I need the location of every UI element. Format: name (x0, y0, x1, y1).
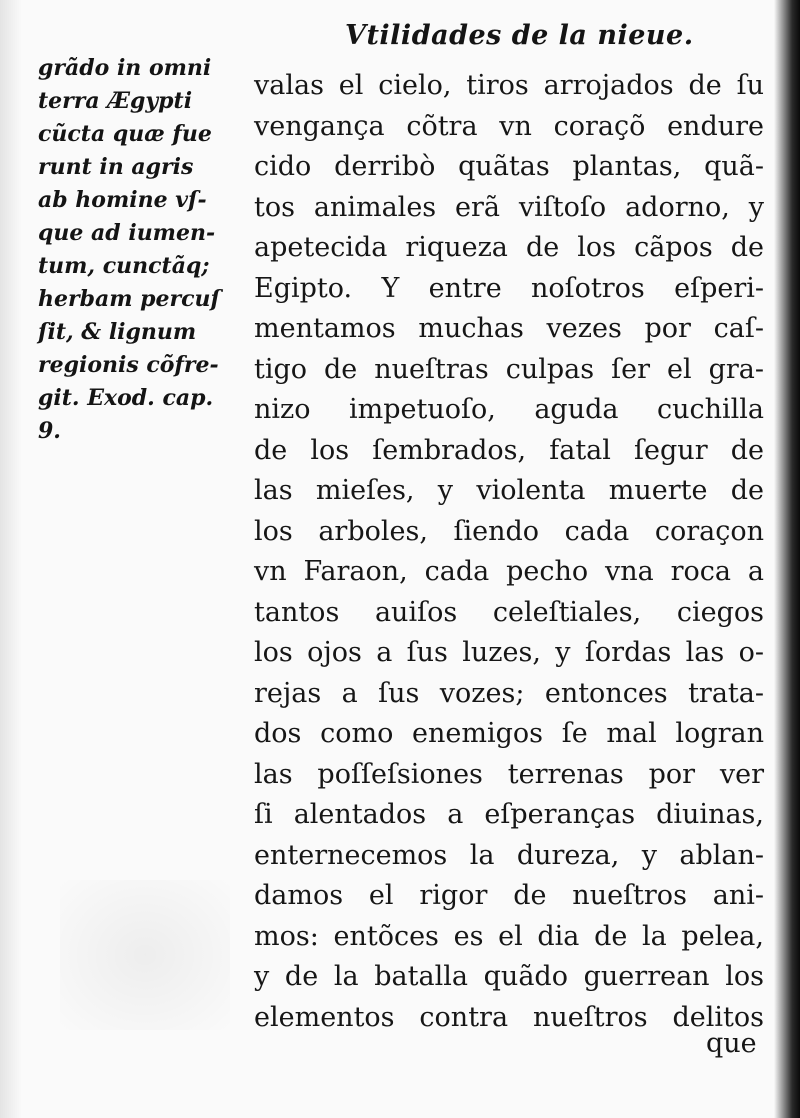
margin-note-line: terra Ægypti (38, 88, 193, 114)
margin-note-line: ſit, & lignum (38, 319, 197, 345)
body-line: las poſſeſsiones terrenas por ver (254, 758, 764, 790)
body-line: valas el cielo, tiros arrojados de ſu (254, 70, 764, 101)
margin-note (38, 52, 248, 448)
body-line: rejas a ſus vozes; entonces trata- (254, 677, 764, 709)
body-line: mos: entõces es el dia de la pelea, (254, 920, 764, 952)
bleed-through-smudge (60, 880, 230, 1030)
margin-note-line: que ad iumen- (38, 220, 216, 246)
catchword: que (706, 1028, 757, 1059)
margin-note-line: regionis cõfre- (38, 352, 219, 378)
margin-note-line: herbam percuſ (38, 286, 220, 312)
body-line: elementos contra nueſtros delitos (254, 1001, 764, 1033)
body-line: damos el rigor de nueſtros ani- (254, 880, 764, 911)
margin-note-line: 9. (38, 418, 61, 444)
margin-note-line: git. Exod. cap. (38, 385, 214, 411)
body-line: los ojos a ſus luzes, y ſordas las o- (254, 637, 764, 668)
body-line: Egipto. Y entre noſotros eſperi- (254, 272, 764, 304)
body-line: nizo impetuoſo, aguda cuchilla (254, 394, 764, 425)
margin-note-line: tum, cunctãq; (38, 253, 210, 279)
body-line: los arboles, ſiendo cada coraçon (254, 515, 764, 547)
running-head: Vtilidades de la nieue. (345, 20, 694, 51)
body-line: vengança cõtra vn coraçõ endure (254, 110, 764, 142)
body-line: las mieſes, y violenta muerte de (254, 475, 764, 506)
body-line: mentamos muchas vezes por caſ- (254, 313, 764, 344)
body-line: tigo de nueſtras culpas ſer el gra- (254, 353, 764, 385)
body-line: dos como enemigos ſe mal logran (254, 718, 764, 749)
body-line: apetecida riqueza de los cãpos de (254, 232, 764, 263)
margin-note-line: cũcta quæ fue (38, 121, 212, 147)
margin-note-line: ab homine vſ- (38, 187, 207, 213)
body-line: tantos auiſos celeſtiales, ciegos (254, 596, 764, 628)
body-line: vn Faraon, cada pecho vna roca a (254, 556, 764, 587)
body-line: cido derribò quãtas plantas, quã- (254, 151, 764, 182)
body-line: enternecemos la dureza, y ablan- (254, 839, 764, 871)
body-line: ſi alentados a eſperanças diuinas, (254, 799, 764, 830)
body-text (254, 66, 764, 1038)
margin-note-line: runt in agris (38, 154, 194, 180)
body-line: y de la batalla quãdo guerrean los (254, 961, 764, 992)
body-line: tos animales erã viſtoſo adorno, y (254, 191, 764, 223)
margin-note-line: grãdo in omni (38, 55, 212, 81)
body-line: de los ſembrados, fatal ſegur de (254, 434, 764, 466)
